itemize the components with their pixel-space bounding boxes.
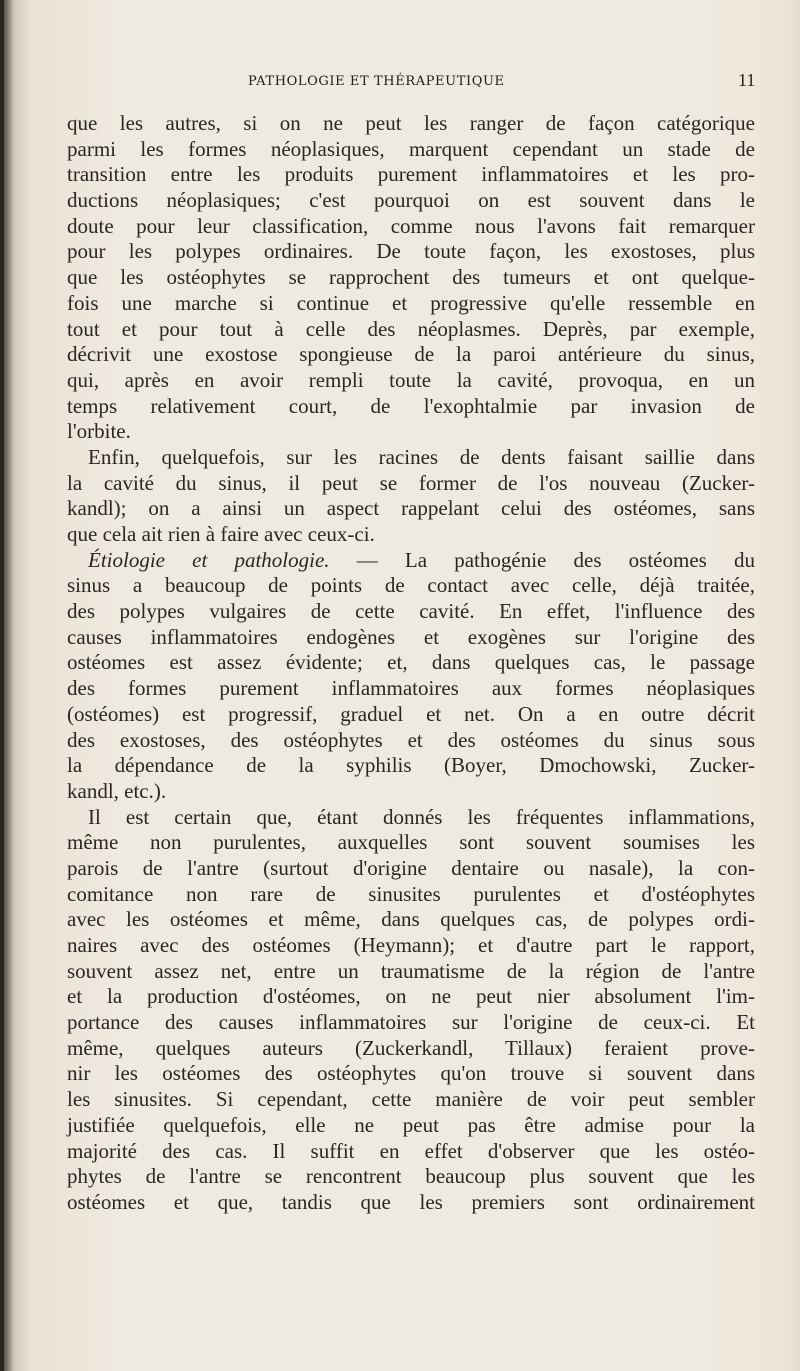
text-line: les sinusites. Si cependant, cette manière de voir peut sembler	[67, 1087, 755, 1112]
running-header: PATHOLOGIE ET THÉRAPEUTIQUE	[248, 74, 505, 89]
page-number: 11	[738, 70, 756, 90]
text-line: Il est certain que, étant donnés les fréquentes inflammations,	[88, 804, 755, 829]
text-line: causes inflammatoires endogènes et exogènes sur l'origine des	[67, 624, 755, 649]
text-line: décrivit une exostose spongieuse de la paroi antérieure du sinus,	[67, 342, 755, 367]
text-line: ostéomes et que, tandis que les premiers sont ordinairement	[67, 1189, 755, 1214]
text-line: même, quelques auteurs (Zuckerkandl, Tillaux) feraient prove-	[67, 1035, 755, 1060]
text-line: nir les ostéomes des ostéophytes qu'on trouve si souvent dans	[67, 1061, 755, 1086]
text-line: transition entre les produits purement inflammatoires et les pro-	[67, 162, 755, 187]
text-line: (ostéomes) est progressif, graduel et net. On a en outre décrit	[67, 701, 755, 726]
text-line: phytes de l'antre se rencontrent beaucoup plus souvent que les	[67, 1164, 755, 1189]
text-line: et la production d'ostéomes, on ne peut nier absolument l'im-	[67, 984, 755, 1009]
text-line: des polypes vulgaires de cette cavité. En effet, l'influence des	[67, 599, 755, 624]
text-line: Enfin, quelquefois, sur les racines de dents faisant saillie dans	[88, 444, 755, 469]
text-line: tout et pour tout à celle des néoplasmes. Deprès, par exemple,	[67, 316, 755, 341]
text-line: même non purulentes, auxquelles sont souvent soumises les	[67, 830, 755, 855]
text-line: fois une marche si continue et progressive qu'elle ressemble en	[67, 290, 755, 315]
text-line: majorité des cas. Il suffit en effet d'observer que les ostéo-	[67, 1138, 755, 1163]
text-line: la cavité du sinus, il peut se former de l'os nouveau (Zucker-	[67, 470, 755, 495]
section-heading: Étiologie et pathologie.	[88, 547, 330, 572]
text-line: comitance non rare de sinusites purulentes et d'ostéophytes	[67, 881, 755, 906]
text-line: — La pathogénie des ostéomes du	[356, 547, 756, 572]
body-text	[67, 111, 755, 1216]
text-line: souvent assez net, entre un traumatisme de la région de l'antre	[67, 958, 755, 983]
text-line: la dépendance de la syphilis (Boyer, Dmochowski, Zucker-	[67, 753, 755, 778]
text-line: l'orbite.	[67, 419, 131, 444]
text-line: que les autres, si on ne peut les ranger de façon catégorique	[67, 111, 755, 135]
text-line: portance des causes inflammatoires sur l'origine de ceux-ci. Et	[67, 1010, 755, 1035]
text-line: avec les ostéomes et même, dans quelques cas, de polypes ordi-	[67, 907, 755, 932]
text-line: ductions néoplasiques; c'est pourquoi on est souvent dans le	[67, 188, 755, 213]
text-line: des formes purement inflammatoires aux formes néoplasiques	[67, 676, 755, 701]
text-line: parois de l'antre (surtout d'origine dentaire ou nasale), la con-	[67, 855, 755, 880]
binding-edge	[0, 0, 4, 1371]
section-heading-line	[67, 548, 755, 574]
text-line: parmi les formes néoplasiques, marquent cependant un stade de	[67, 136, 755, 161]
text-line: que les ostéophytes se rapprochent des tumeurs et ont quelque-	[67, 265, 755, 290]
text-line: des exostoses, des ostéophytes et des ostéomes du sinus sous	[67, 727, 755, 752]
text-line: ostéomes est assez évidente; et, dans quelques cas, le passage	[67, 650, 755, 675]
text-line: justifiée quelquefois, elle ne peut pas être admise pour la	[67, 1112, 755, 1137]
text-line: temps relativement court, de l'exophtalmie par invasion de	[67, 393, 755, 418]
text-line: pour les polypes ordinaires. De toute façon, les exostoses, plus	[67, 239, 755, 264]
text-line: naires avec des ostéomes (Heymann); et d'autre part le rapport,	[67, 933, 755, 957]
text-line: sinus a beaucoup de points de contact avec celle, déjà traitée,	[67, 573, 755, 598]
text-line: doute pour leur classification, comme nous l'avons fait remarquer	[67, 213, 755, 238]
text-line: kandl, etc.).	[67, 778, 167, 803]
text-line: qui, après en avoir rempli toute la cavité, provoqua, en un	[67, 367, 755, 392]
text-line: kandl); on a ainsi un aspect rappelant celui des ostéomes, sans	[67, 496, 755, 521]
text-line: que cela ait rien à faire avec ceux-ci.	[67, 522, 375, 546]
